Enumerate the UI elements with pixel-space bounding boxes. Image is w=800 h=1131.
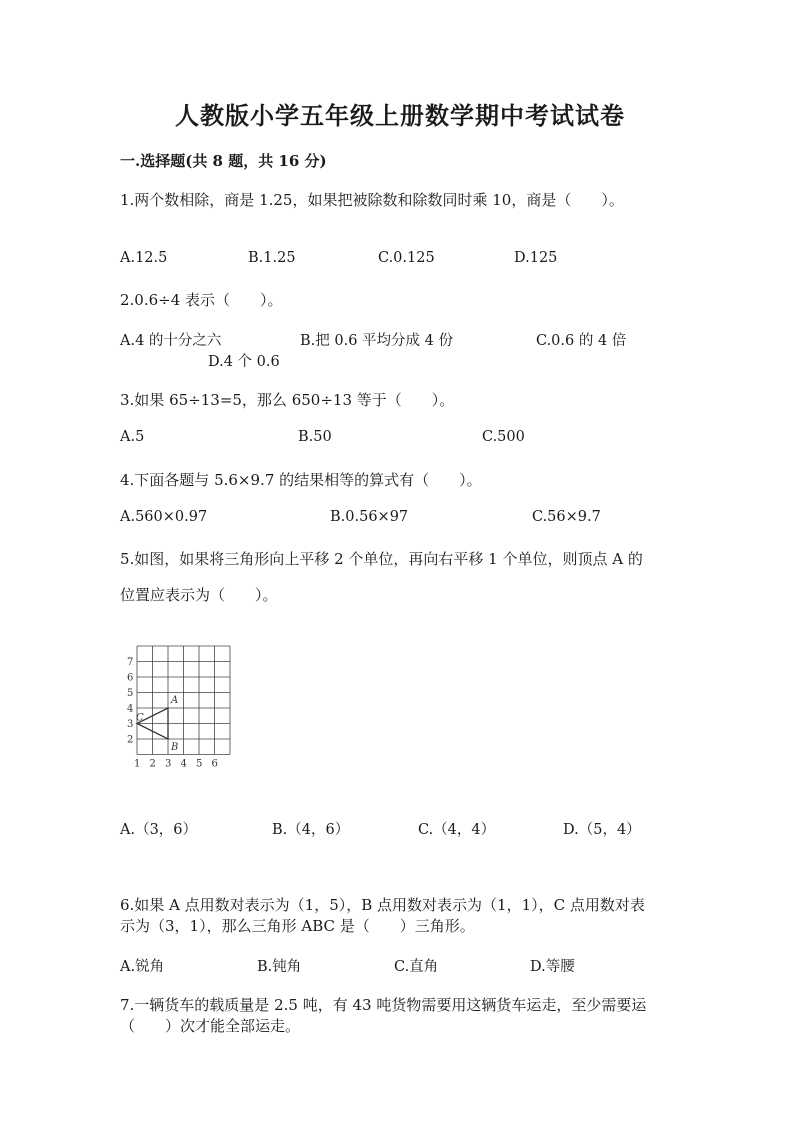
grid-x-label-6: 6 [211, 758, 218, 770]
grid-y-label-6: 6 [127, 672, 134, 684]
question-3-text: 3.如果 65÷13=5，那么 650÷13 等于（ ）。 [120, 391, 455, 409]
grid-y-label-4: 4 [127, 703, 134, 715]
grid-y-label-2: 2 [127, 734, 134, 746]
question-1-option-c[interactable]: C.0.125 [378, 250, 435, 266]
vertex-label-c: C [136, 712, 144, 724]
question-2-option-d[interactable]: D.4 个 0.6 [208, 354, 280, 370]
question-3-option-a[interactable]: A.5 [120, 429, 145, 445]
coordinate-grid-figure [124, 640, 236, 770]
page-title: 人教版小学五年级上册数学期中考试试卷 [175, 101, 625, 130]
question-4-text: 4.下面各题与 5.6×9.7 的结果相等的算式有（ ）。 [120, 471, 482, 489]
question-4-option-b[interactable]: B.0.56×97 [330, 509, 409, 525]
question-6-text-line1: 6.如果 A 点用数对表示为（1，5），B 点用数对表示为（1，1），C 点用数对表 [120, 896, 645, 914]
vertex-label-b: B [171, 742, 179, 753]
question-1-option-a[interactable]: A.12.5 [120, 250, 168, 266]
grid-x-label-3: 3 [165, 758, 172, 770]
question-1-text: 1.两个数相除，商是 1.25，如果把被除数和除数同时乘 10，商是（ ）。 [120, 191, 624, 209]
question-5-text-line2: 位置应表示为（ ）。 [120, 586, 278, 604]
grid-x-label-4: 4 [180, 758, 187, 770]
question-2-text: 2.0.6÷4 表示（ ）。 [120, 291, 283, 309]
question-6-option-d[interactable]: D.等腰 [530, 959, 575, 975]
grid-lines [137, 646, 230, 755]
grid-x-label-1: 1 [134, 758, 141, 770]
question-5-option-a[interactable]: A.（3，6） [120, 822, 198, 838]
grid-x-labels [134, 759, 218, 770]
grid-y-label-5: 5 [127, 688, 134, 699]
section-heading: 一.选择题(共 8 题，共 16 分) [120, 152, 327, 170]
grid-y-label-3: 3 [127, 719, 134, 730]
question-3-option-b[interactable]: B.50 [298, 429, 332, 445]
question-4-option-c[interactable]: C.56×9.7 [532, 509, 601, 525]
question-6-text-line2: 示为（3，1），那么三角形 ABC 是（ ）三角形。 [120, 917, 475, 935]
question-6-option-b[interactable]: B.钝角 [257, 959, 302, 975]
question-5-text-line1: 5.如图，如果将三角形向上平移 2 个单位，再向右平移 1 个单位，则顶点 A 的 [120, 550, 643, 568]
question-5-option-d[interactable]: D.（5，4） [563, 822, 641, 838]
grid-y-label-7: 7 [127, 657, 134, 668]
vertex-label-a: A [171, 695, 179, 706]
question-6-option-a[interactable]: A.锐角 [120, 959, 165, 975]
grid-x-label-5: 5 [196, 758, 203, 770]
question-7-text-line1: 7.一辆货车的载质量是 2.5 吨，有 43 吨货物需要用这辆货车运走，至少需要运 [120, 996, 647, 1014]
question-7-text-line2: （ ）次才能全部运走。 [120, 1017, 301, 1035]
triangle-abc [136, 695, 178, 753]
grid-svg [124, 640, 236, 770]
question-2-option-c[interactable]: C.0.6 的 4 倍 [536, 333, 627, 349]
question-1-option-d[interactable]: D.125 [514, 250, 558, 266]
question-5-option-b[interactable]: B.（4，6） [272, 822, 350, 838]
question-2-option-a[interactable]: A.4 的十分之六 [120, 333, 222, 349]
question-4-option-a[interactable]: A.560×0.97 [120, 509, 208, 525]
question-3-option-c[interactable]: C.500 [482, 429, 525, 445]
grid-x-label-2: 2 [149, 758, 156, 770]
question-1-option-b[interactable]: B.1.25 [248, 250, 296, 266]
question-6-option-c[interactable]: C.直角 [394, 959, 439, 975]
grid-y-labels [127, 657, 133, 746]
question-5-option-c[interactable]: C.（4，4） [418, 822, 496, 838]
question-2-option-b[interactable]: B.把 0.6 平均分成 4 份 [300, 333, 453, 349]
